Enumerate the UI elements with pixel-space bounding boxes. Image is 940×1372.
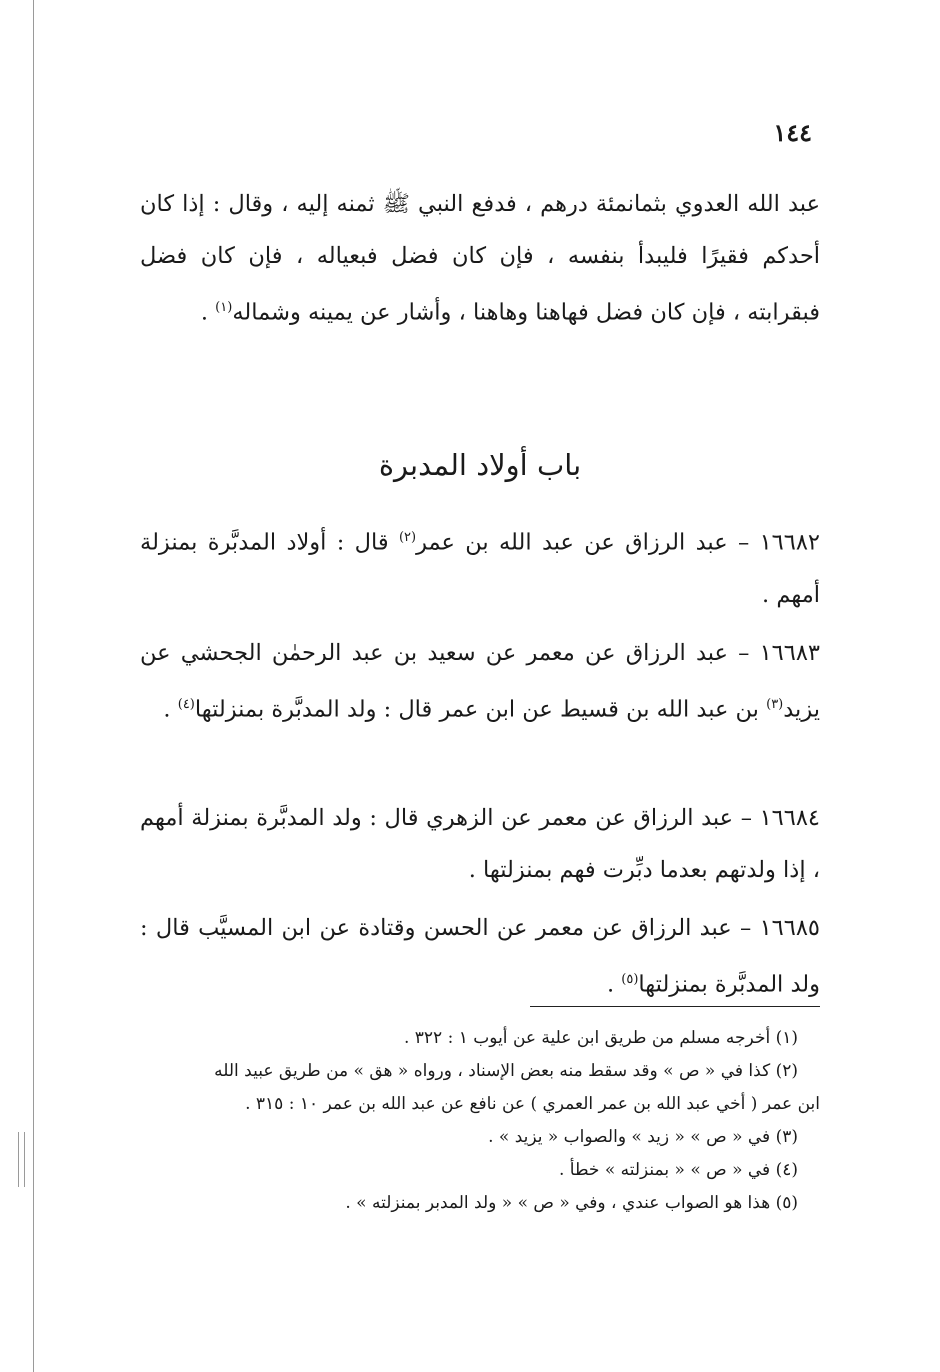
intro-text: عبد الله العدوي بثمانمئة درهم ، فدفع النبي ﷺ ثمنه إليه ، وقال : إذا كان أحدكم فقيرًا فليبدأ بنفسه ، فإن كان فضل فبعياله ، فإن كان فضل فبقرابته ، فإن كان فضل فهاهنا وهاهنا ، وأشار عن يمينه وشماله — [140, 191, 820, 326]
intro-paragraph — [140, 178, 820, 339]
footnote-2-continued: ابن عمر ( أخي عبد الله بن عمر العمري ) عن نافع عن عبد الله بن عمر ١٠ : ٣١٥ . — [245, 1094, 820, 1114]
footnote-ref: (٤) — [177, 697, 195, 712]
hadith-16684 — [140, 792, 820, 896]
footnotes — [140, 1022, 820, 1220]
footnote-5: (٥) هذا هو الصواب عندي ، وفي « ص » « ولد المدبر بمنزلته » . — [345, 1193, 798, 1213]
hadith-16685 — [140, 902, 820, 1011]
footnote-ref: (١) — [215, 300, 233, 315]
hadith-text: بن عبد الله بن قسيط عن ابن عمر قال : ولد المدبَّرة بمنزلتها — [194, 696, 767, 723]
intro-end: . — [200, 299, 216, 326]
footnote-4: (٤) في « ص » « بمنزلته » خطأ . — [558, 1160, 798, 1180]
page-number: ١٤٤ — [773, 118, 812, 147]
hadith-text: ١٦٦٨٥ – عبد الرزاق عن معمر عن الحسن وقتادة عن ابن المسيَّب قال : ولد المدبَّرة بمنزلتها — [140, 915, 820, 998]
footnote-divider — [530, 1006, 820, 1007]
footnote-2: (٢) كذا في « ص » وقد سقط منه بعض الإسناد ، ورواه « هق » من طريق عبيد الله — [214, 1061, 798, 1081]
hadith-text: ١٦٦٨٢ – عبد الرزاق عن عبد الله بن عمر — [416, 529, 820, 556]
hadith-text: . — [606, 971, 622, 998]
chapter-title: باب أولاد المدبرة — [378, 448, 582, 482]
hadith-text: قال : أولاد المدبَّرة بمنزلة أمهم . — [140, 529, 820, 608]
footnote-ref: (٢) — [398, 530, 417, 545]
hadith-text: ١٦٦٨٣ – عبد الرزاق عن معمر عن سعيد بن عبد الرحمٰن الجحشي عن يزيد — [140, 640, 820, 723]
hadith-text: . — [163, 696, 178, 723]
footnote-ref: (٥) — [621, 972, 639, 987]
footnote-3: (٣) في « ص » « زيد » والصواب « يزيد » . — [488, 1127, 798, 1147]
hadith-16682 — [140, 512, 820, 621]
scan-mark — [18, 1132, 19, 1187]
scan-mark — [24, 1132, 25, 1187]
footnote-ref: (٣) — [766, 697, 784, 712]
book-page — [140, 0, 820, 1372]
hadith-text: ١٦٦٨٤ – عبد الرزاق عن معمر عن الزهري قال : ولد المدبَّرة بمنزلة أمهم ، إذا ولدتهم بعدما دبِّرت فهم بمنزلتها . — [140, 805, 820, 883]
hadith-16683 — [140, 627, 820, 736]
scan-edge-line — [33, 0, 34, 1372]
footnote-1: (١) أخرجه مسلم من طريق ابن علية عن أيوب ١ : ٣٢٢ . — [403, 1028, 798, 1048]
